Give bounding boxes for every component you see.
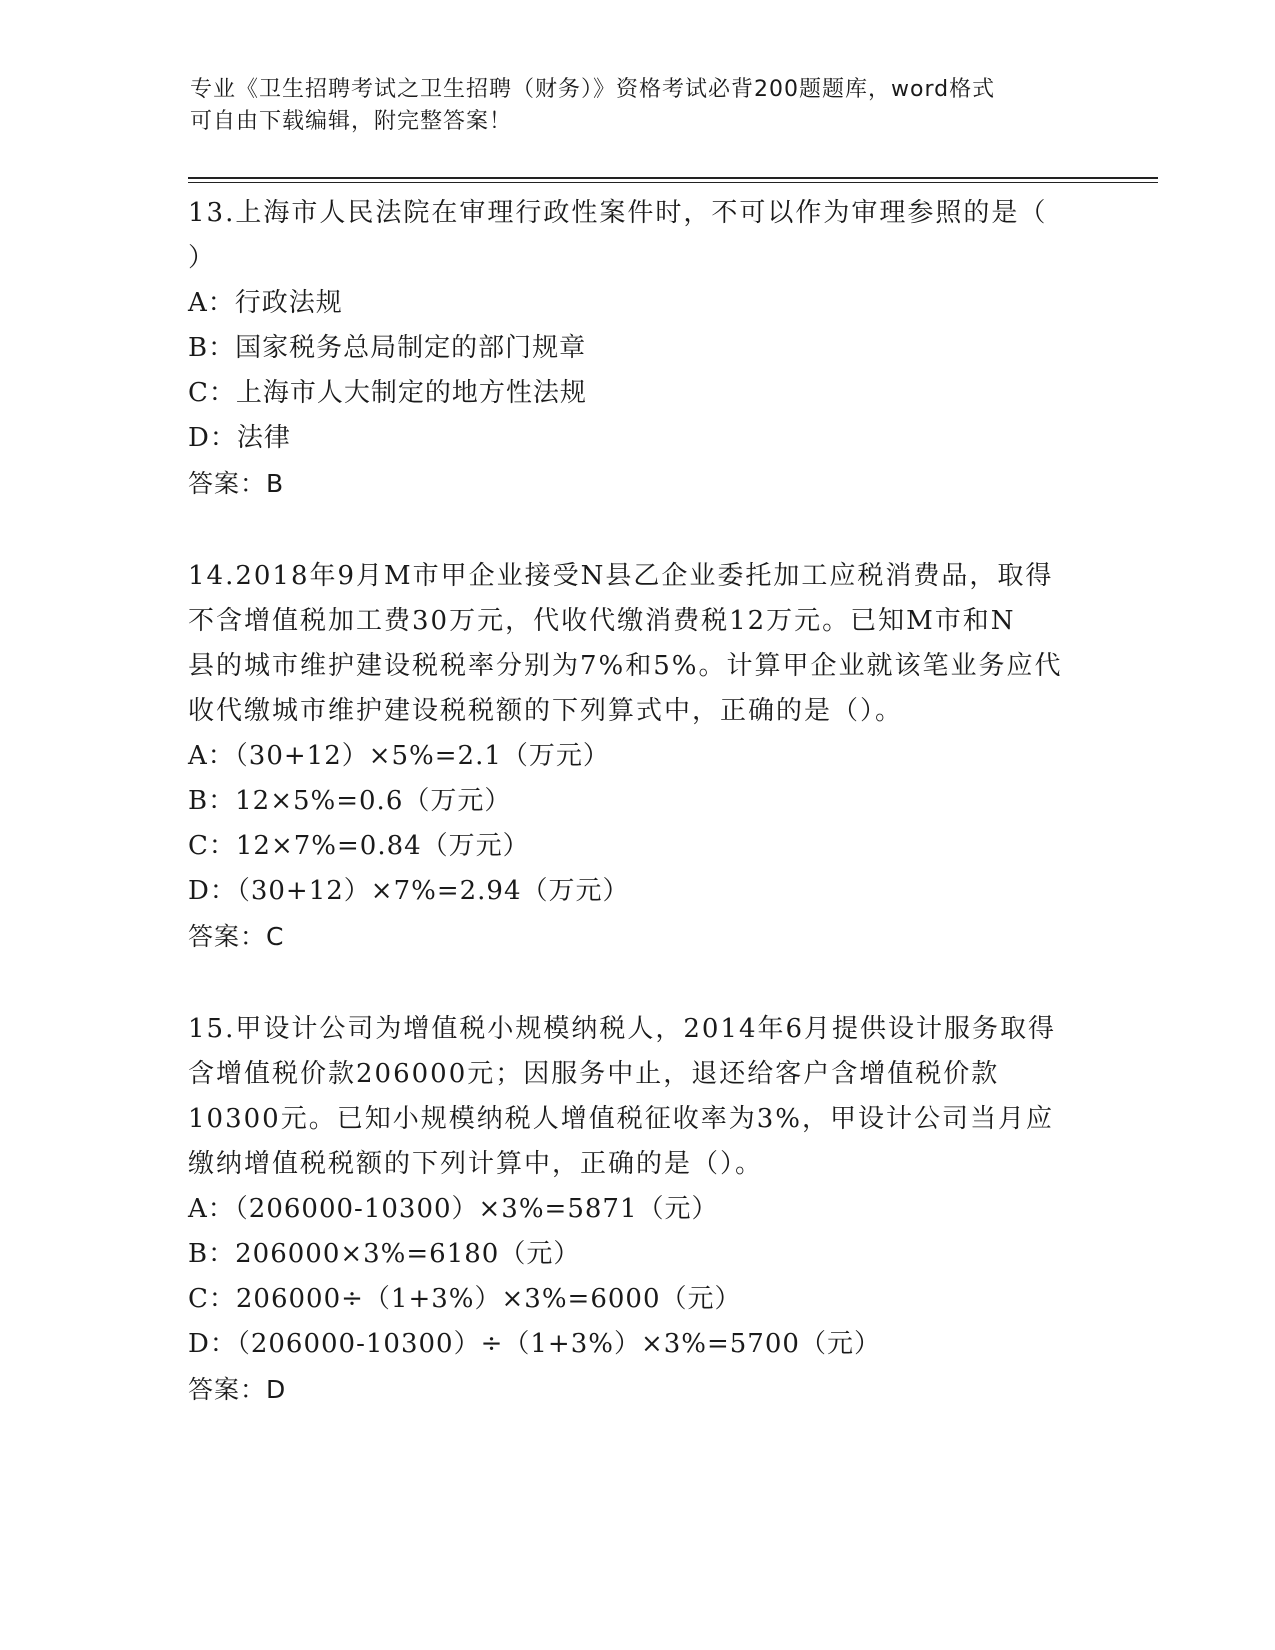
question-text-line: 不含增值税加工费30万元，代收代缴消费税12万元。已知M市和N [188, 606, 1016, 636]
option-c: C：12×7%=0.84（万元） [188, 831, 530, 861]
option-b: B：206000×3%=6180（元） [188, 1239, 581, 1269]
option-a: A：（30+12）×5%=2.1（万元） [188, 741, 610, 771]
question-text-line: 13.上海市人民法院在审理行政性案件时，不可以作为审理参照的是（ [188, 198, 1048, 228]
question-15 [188, 1007, 1088, 1412]
option-d: D：（30+12）×7%=2.94（万元） [188, 876, 630, 906]
question-text-line: 10300元。已知小规模纳税人增值税征收率为3%，甲设计公司当月应 [188, 1104, 1054, 1134]
answer: 答案：C [188, 922, 285, 951]
option-c: C：上海市人大制定的地方性法规 [188, 378, 587, 408]
option-c: C：206000÷（1+3%）×3%=6000（元） [188, 1284, 742, 1314]
question-text-line: 15.甲设计公司为增值税小规模纳税人，2014年6月提供设计服务取得 [188, 1014, 1057, 1044]
question-text-line: 14.2018年9月M市甲企业接受N县乙企业委托加工应税消费品，取得 [188, 561, 1054, 591]
question-text-line: ） [188, 243, 217, 273]
header-line-1: 专业《卫生招聘考试之卫生招聘（财务）》资格考试必背200题题库，word格式 [190, 77, 996, 102]
option-d: D：法律 [188, 423, 291, 453]
question-text [188, 191, 1088, 281]
option-b: B：国家税务总局制定的部门规章 [188, 333, 587, 363]
header-divider-thin [188, 182, 1158, 183]
question-text-line: 含增值税价款206000元；因服务中止，退还给客户含增值税价款 [188, 1059, 1000, 1089]
question-text-line: 收代缴城市维护建设税税额的下列算式中，正确的是（）。 [188, 696, 904, 726]
header-divider-thick [188, 177, 1158, 179]
header-line-2: 可自由下载编辑，附完整答案！ [190, 109, 513, 134]
question-text [188, 1007, 1088, 1187]
question-text-line: 县的城市维护建设税税率分别为7%和5%。计算甲企业就该笔业务应代 [188, 651, 1063, 681]
question-spacer [188, 959, 1088, 1007]
question-list [188, 191, 1088, 1412]
option-b: B：12×5%=0.6（万元） [188, 786, 512, 816]
question-spacer [188, 506, 1088, 554]
answer: 答案：B [188, 469, 285, 498]
question-14 [188, 554, 1088, 959]
question-13 [188, 191, 1088, 506]
question-text-line: 缴纳增值税税额的下列计算中，正确的是（）。 [188, 1149, 764, 1179]
option-a: A：行政法规 [188, 288, 343, 318]
document-header [190, 74, 1070, 138]
option-a: A：（206000-10300）×3%=5871（元） [188, 1194, 719, 1224]
option-d: D：（206000-10300）÷（1+3%）×3%=5700（元） [188, 1329, 881, 1359]
question-text [188, 554, 1088, 734]
answer: 答案：D [188, 1375, 287, 1404]
